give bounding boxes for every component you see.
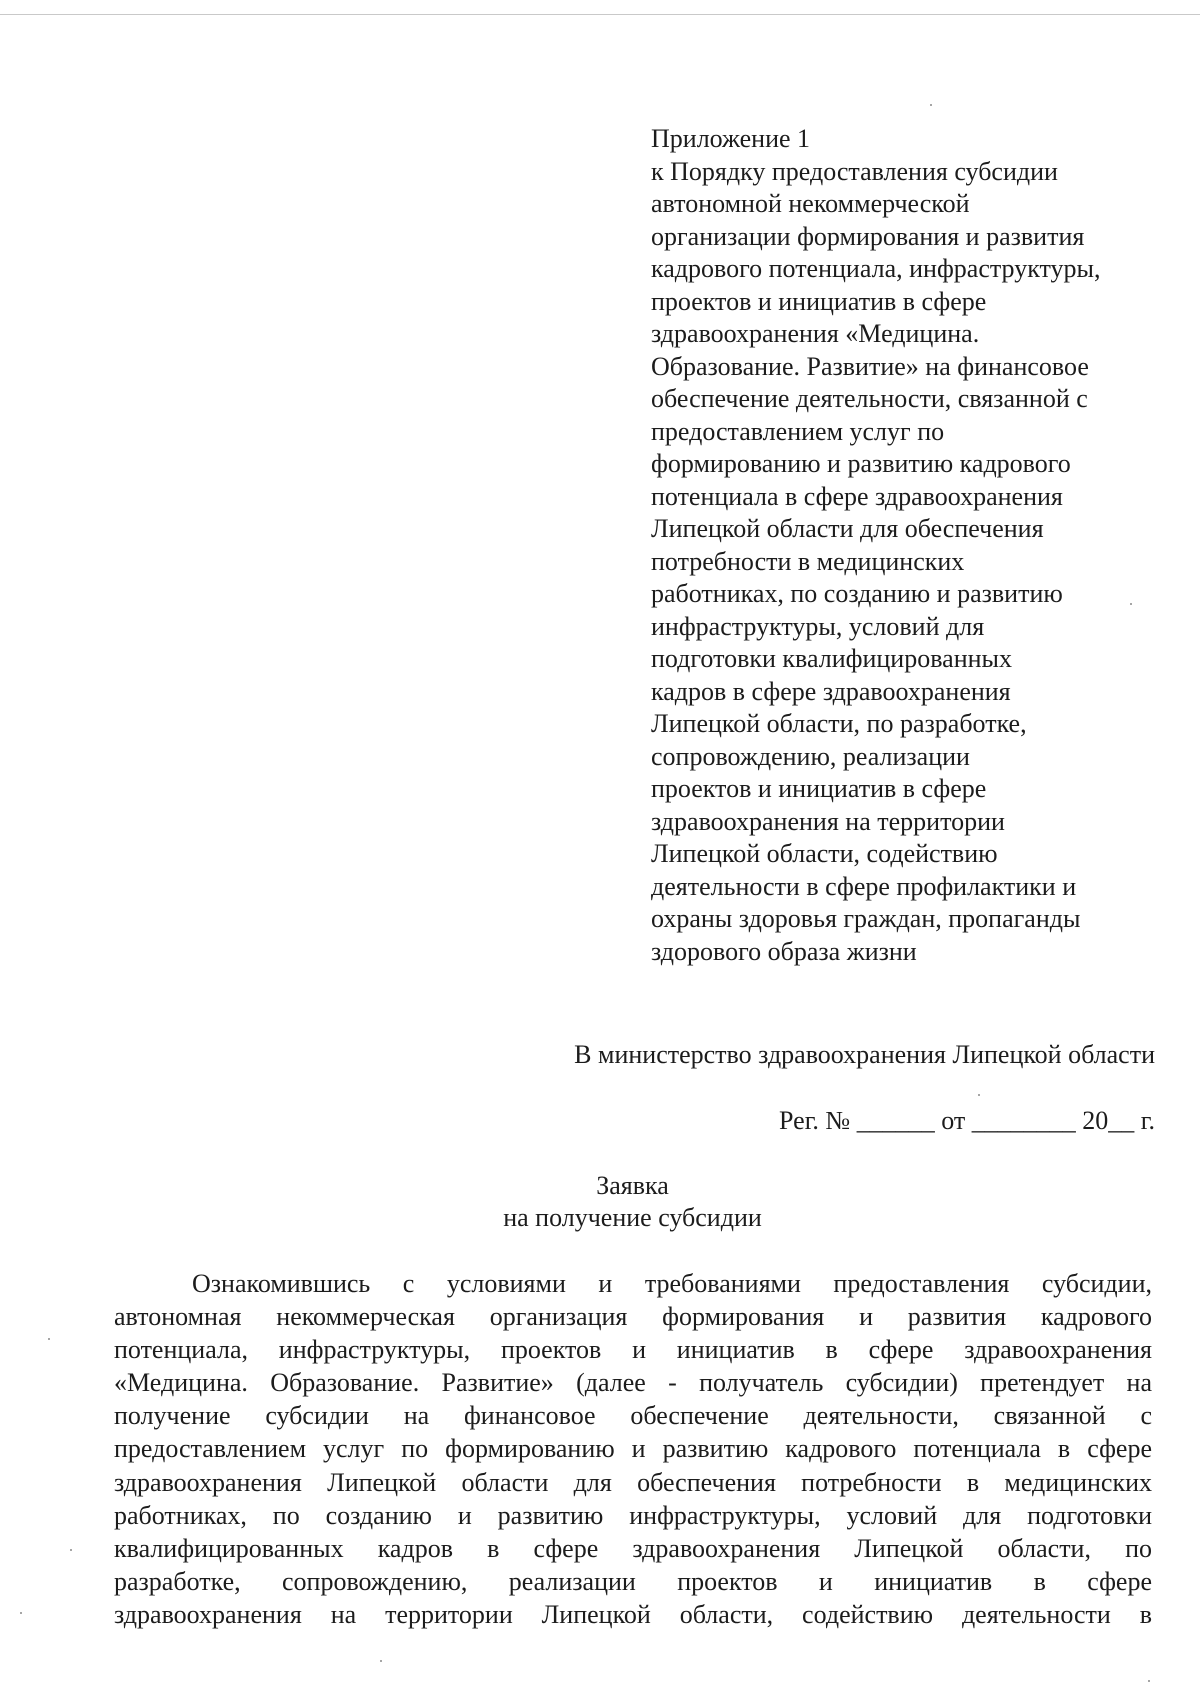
body-line: здравоохранения на территории Липецкой области, содействию деятельности в — [114, 1599, 1152, 1629]
appendix-header — [651, 123, 1171, 968]
appendix-line: кадров в сфере здравоохранения — [651, 676, 1011, 706]
scan-speck — [20, 1612, 22, 1614]
body-line: здравоохранения Липецкой области для обеспечения потребности в медицинских — [114, 1467, 1152, 1497]
appendix-line: потребности в медицинских — [651, 546, 965, 576]
body-line: предоставлением услуг по формированию и развитию кадрового потенциала в сфере — [114, 1434, 1152, 1464]
appendix-line: инфраструктуры, условий для — [651, 611, 985, 641]
appendix-line: работниках, по созданию и развитию — [651, 579, 1063, 608]
appendix-line: Липецкой области, по разработке, — [651, 709, 1027, 738]
scan-speck — [978, 1094, 980, 1096]
title-line-1: Заявка — [596, 1171, 669, 1200]
scan-speck — [380, 1660, 382, 1662]
appendix-line: организации формирования и развития — [651, 221, 1085, 251]
addressee-line: В министерство здравоохранения Липецкой области — [574, 1040, 1155, 1069]
scan-speck — [48, 1338, 50, 1340]
appendix-line: охраны здоровья граждан, пропаганды — [651, 904, 1081, 933]
appendix-line: проектов и инициатив в сфере — [651, 774, 987, 803]
body-line: квалифицированных кадров в сфере здравоохранения Липецкой области, по — [114, 1533, 1152, 1563]
appendix-line: сопровождению, реализации — [651, 741, 970, 771]
appendix-line: автономной некоммерческой — [651, 189, 970, 218]
appendix-line: здравоохранения на территории — [651, 806, 1005, 836]
appendix-line: деятельности в сфере профилактики и — [651, 871, 1077, 901]
scan-speck — [930, 104, 932, 106]
registration-line: Рег. № ______ от ________ 20__ г. — [779, 1106, 1155, 1135]
scan-speck — [70, 1549, 72, 1551]
body-line: «Медицина. Образование. Развитие» (далее - получатель субсидии) претендует на — [114, 1368, 1152, 1398]
appendix-line: формированию и развитию кадрового — [651, 449, 1071, 478]
body-line: получение субсидии на финансовое обеспечение деятельности, связанной с — [114, 1401, 1152, 1431]
title-line-2: на получение субсидии — [503, 1203, 762, 1232]
appendix-line: подготовки квалифицированных — [651, 644, 1012, 673]
appendix-line: проектов и инициатив в сфере — [651, 286, 987, 316]
appendix-line: к Порядку предоставления субсидии — [651, 156, 1058, 186]
scan-speck — [1148, 1680, 1150, 1682]
appendix-line: Липецкой области для обеспечения — [651, 514, 1044, 543]
appendix-line: здравоохранения «Медицина. — [651, 319, 980, 348]
body-line: разработке, сопровождению, реализации проектов и инициатив в сфере — [114, 1566, 1152, 1596]
appendix-line: предоставлением услуг по — [651, 416, 945, 446]
appendix-line: кадрового потенциала, инфраструктуры, — [651, 254, 1101, 283]
body-paragraph — [114, 1267, 1152, 1631]
body-line: автономная некоммерческая организация формирования и развития кадрового — [114, 1302, 1152, 1332]
appendix-line: потенциала в сфере здравоохранения — [651, 481, 1063, 511]
appendix-line: Образование. Развитие» на финансовое — [651, 351, 1089, 381]
scan-speck — [1130, 603, 1132, 605]
appendix-line: Приложение 1 — [651, 124, 811, 153]
document-title — [100, 1170, 1165, 1234]
body-line: работниках, по созданию и развитию инфраструктуры, условий для подготовки — [114, 1500, 1152, 1530]
appendix-line: здорового образа жизни — [651, 936, 917, 966]
body-line: Ознакомившись с условиями и требованиями предоставления субсидии, — [192, 1269, 1152, 1298]
scan-top-edge — [0, 14, 1200, 15]
body-line: потенциала, инфраструктуры, проектов и инициатив в сфере здравоохранения — [114, 1335, 1152, 1365]
appendix-line: Липецкой области, содействию — [651, 839, 998, 868]
appendix-line: обеспечение деятельности, связанной с — [651, 384, 1088, 413]
